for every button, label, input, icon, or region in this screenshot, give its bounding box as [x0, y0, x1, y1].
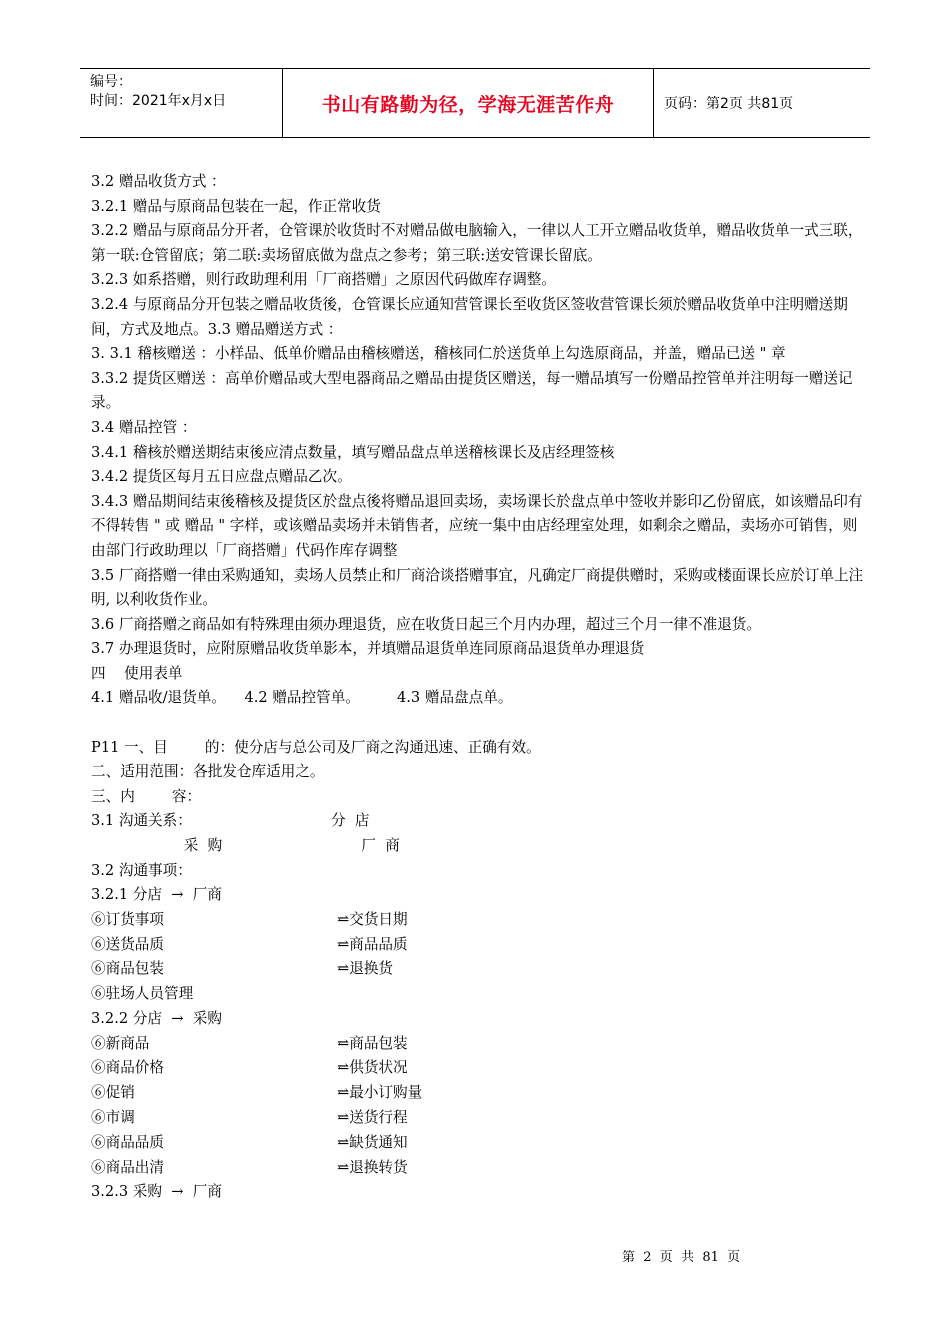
header-page-info: 页码：第2页 共81页: [664, 96, 794, 112]
list-item: ⑥商品价格 ⥨供货状况: [91, 1059, 408, 1077]
list-item: ⑥新商品 ⥨商品包装: [91, 1034, 408, 1052]
text-line: 3.4.1 稽核於赠送期结束後应清点数量，填写赠品盘点单送稽核课长及店经理签核: [91, 443, 615, 461]
list-item: ⑥送货品质 ⥨商品品质: [91, 935, 408, 953]
text-line: 3.2 赠品收货方式 ：: [91, 173, 226, 190]
text-paragraph: 3.4.3 赠品期间结束後稽核及提货区於盘点後将赠品退回卖场，卖场课长於盘点单中签收并影印乙份留底，如该赠品印有 不得转售 " 或 赠品 " 字样，或该赠品卖场并未销售者，应统一集中由店经理室处理，如剩余之赠品，卖场亦可销售，则由部门行政助理以「厂商搭赠」代码作库存调整: [91, 492, 863, 559]
list-item: ⑥商品出清 ⥨退换转货: [91, 1158, 408, 1176]
header-meta: [80, 69, 282, 137]
purpose-line: P11 一、目 的：使分店与总公司及厂商之沟通迅速、正确有效。: [91, 738, 541, 756]
text-line: 3.2.1 赠品与原商品包装在一起，作正常收货: [91, 197, 381, 215]
relation-line: 3.1 沟通关系： 分 店: [91, 812, 370, 830]
page-footer: 第 2 页 共 81 页: [622, 1250, 741, 1265]
text-paragraph: 3. 3.1 稽核赠送 ：小样品、低单价赠品由稽核赠送，稽核同仁於送货单上勾选原商品，并盖，赠品已送 " 章: [91, 345, 786, 363]
text-paragraph: 3.2.2 赠品与原商品分开者，仓管课於收货时不对赠品做电脑输入，一律以人工开立赠品收货单，赠品收货单一式三联， 第一联:仓管留底；第二联:卖场留底做为盘点之参考；第三联:送安管课长留底。: [91, 222, 863, 264]
list-item: ⑥商品品质 ⥨缺货通知: [91, 1133, 408, 1151]
list-item: ⑥驻场人员管理: [91, 985, 194, 1003]
number-label: 编号：: [90, 74, 132, 90]
text-line: 3.4.2 提货区每月五日应盘点赠品乙次。: [91, 468, 352, 486]
sub3-title: 3.2.3 采购 → 厂商: [91, 1183, 222, 1201]
document-body: [91, 170, 871, 1205]
content-title: 三、内 容：: [91, 787, 202, 805]
relation-line: 采 购 厂 商: [91, 837, 400, 855]
matters-title: 3.2 沟通事项：: [91, 861, 192, 879]
list-item: ⑥商品包装 ⥨退换货: [91, 960, 394, 978]
motto: 书山有路勤为径，学海无涯苦作舟: [321, 93, 615, 116]
text-line: 3.2.3 如系搭赠，则行政助理利用「厂商搭赠」之原因代码做库存调整。: [91, 271, 556, 289]
date-line: 时间：2021年x月x日: [90, 93, 227, 109]
text-line: 4.1 赠品收/退货单。 4.2 赠品控管单。 4.3 赠品盘点单。: [91, 689, 513, 707]
list-item: ⑥市调 ⥨送货行程: [91, 1108, 408, 1126]
header-motto-cell: [282, 69, 654, 137]
text-paragraph: 3.5 厂商搭赠一律由采购通知，卖场人员禁止和厂商洽谈搭赠事宜，凡确定厂商提供赠时，采购或楼面课长应於订单上注明, 以利收货作业。: [91, 566, 864, 609]
text-line: 3.6 厂商搭赠之商品如有特殊理由须办理退货，应在收货日起三个月内办理，超过三个月一律不准退货。: [91, 615, 761, 633]
page-header: [80, 68, 870, 138]
list-item: ⑥促销 ⥨最小订购量: [91, 1084, 423, 1102]
text-line: 四 使用表单: [91, 664, 183, 682]
sub2-title: 3.2.2 分店 → 采购: [91, 1010, 222, 1027]
text-paragraph: 3.3.2 提货区赠送 ：高单价赠品或大型电器商品之赠品由提货区赠送，每一赠品填写一份赠品控管单并注明每一赠送记录。: [91, 369, 853, 412]
text-paragraph: 3.2.4 与原商品分开包装之赠品收货後，仓管课长应通知营管课长至收货区签收营管课长须於赠品收货单中注明赠送期间，方式及地点。3.3 赠品赠送方式 ：: [91, 295, 848, 338]
spacer: [91, 711, 871, 736]
sub1-title: 3.2.1 分店 → 厂商: [91, 886, 222, 904]
text-line: 3.4 赠品控管 ：: [91, 418, 197, 436]
list-item: ⑥订货事项 ⥨交货日期: [91, 910, 408, 928]
text-line: 3.7 办理退货时，应附原赠品收货单影本，并填赠品退货单连同原商品退货单办理退货: [91, 640, 645, 658]
scope-line: 二、适用范围：各批发仓库适用之。: [91, 763, 325, 781]
